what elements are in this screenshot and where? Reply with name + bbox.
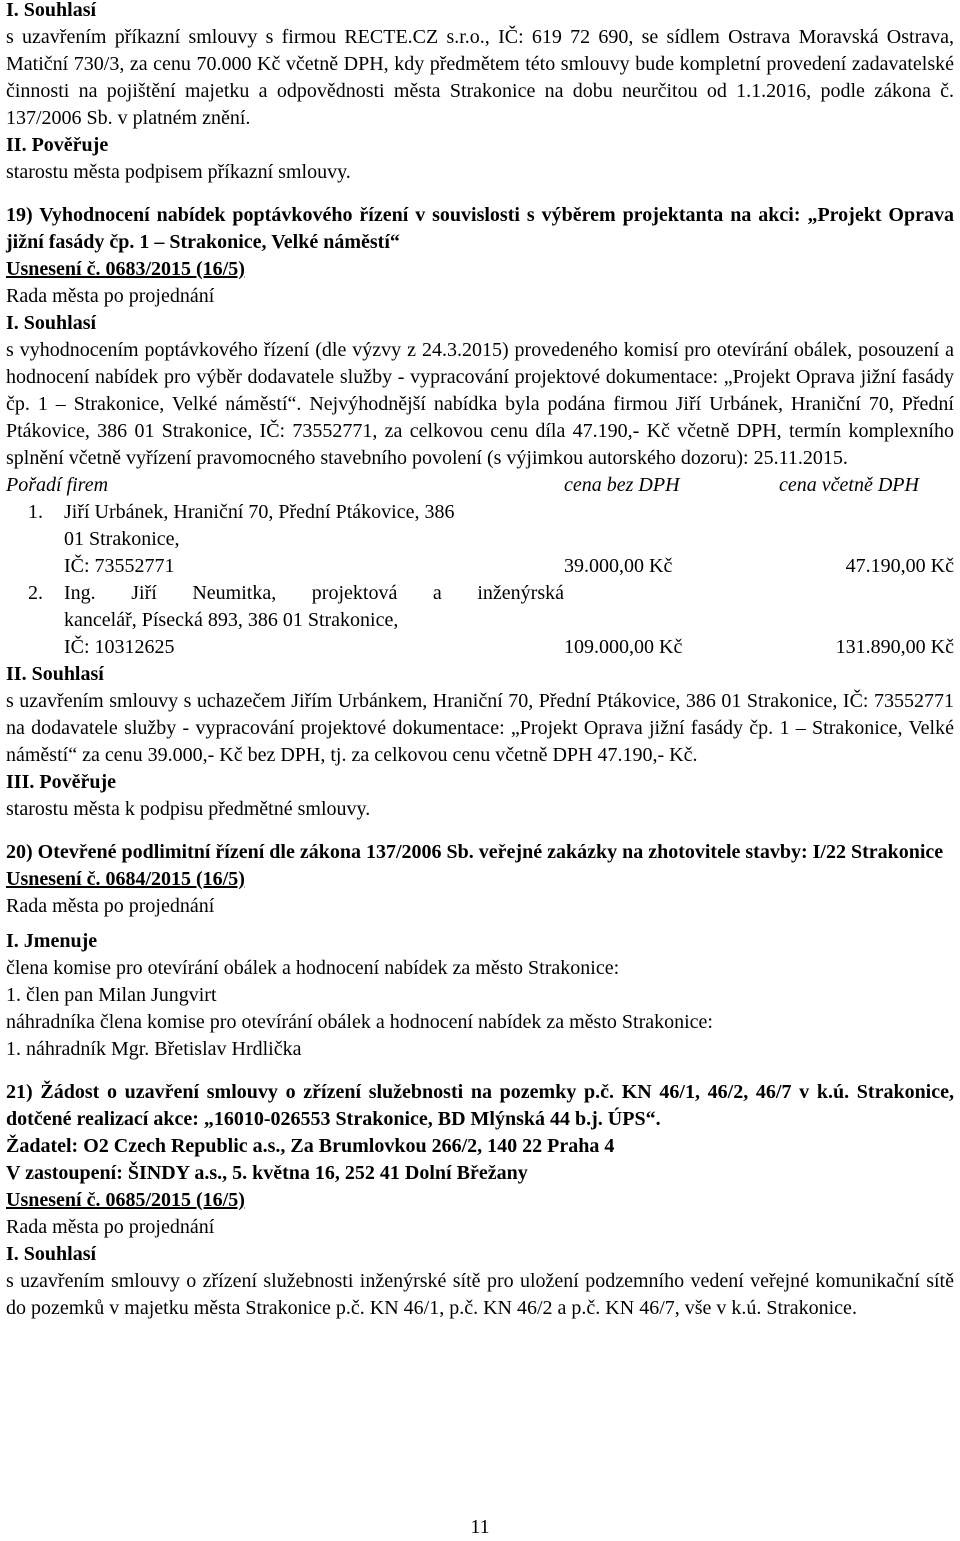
section-21-representative: V zastoupení: ŠINDY a.s., 5. května 16, 252 41 Dolní Břežany — [6, 1162, 528, 1184]
firm-name-line: 01 Strakonice, — [64, 528, 180, 550]
section-20-text-2: 1. člen pan Milan Jungvirt — [6, 984, 217, 1006]
heading-souhlasi: I. Souhlasí — [6, 0, 97, 21]
firm-price-no-vat: 39.000,00 Kč — [564, 555, 673, 577]
section-20-text-4: 1. náhradník Mgr. Břetislav Hrdlička — [6, 1038, 302, 1060]
firm-name-line: kancelář, Písecká 893, 386 01 Strakonice, — [64, 609, 399, 631]
firm-name-line: Jiří Urbánek, Hraniční 70, Přední Ptákovice, 386 — [64, 501, 455, 523]
firm-row — [6, 499, 954, 580]
section-19-text-3: starostu města k podpisu předmětné smlouvy. — [6, 798, 371, 820]
section-19-heading-1: I. Souhlasí — [6, 312, 97, 334]
firm-price-vat: 47.190,00 Kč — [845, 555, 954, 577]
section-19-title: 19) Vyhodnocení nabídek poptávkového řízení v souvislosti s výběrem projektanta na akci: „Projekt Oprava jižní fasády čp. 1 – Strakonice, Velké náměstí“ — [6, 204, 954, 253]
header-price-vat: cena včetně DPH — [779, 474, 919, 496]
firm-name-line: Ing. Jiří Neumitka, projektová a inženýrská — [64, 582, 564, 604]
firm-number: 2. — [28, 582, 43, 604]
firm-table-header — [6, 472, 954, 499]
section-20-title: 20) Otevřené podlimitní řízení dle zákona 137/2006 Sb. veřejné zakázky na zhotovitele stavby: I/22 Strakonice — [6, 841, 944, 863]
section-21-council: Rada města po projednání — [6, 1216, 215, 1238]
section-21-title: 21) Žádost o uzavření smlouvy o zřízení služebnosti na pozemky p.č. KN 46/1, 46/2, 46/7 v k.ú. Strakonice, dotčené realizací akce: „16010-026553 Strakonice, BD Mlýnská 44 b.j. ÚPS“. — [6, 1081, 954, 1130]
section-21-heading-1: I. Souhlasí — [6, 1243, 97, 1265]
firm-price-vat: 131.890,00 Kč — [835, 636, 954, 658]
header-price-no-vat: cena bez DPH — [564, 474, 680, 496]
section-20-text-1: člena komise pro otevírání obálek a hodnocení nabídek za město Strakonice: — [6, 957, 620, 979]
section-19-resolution: Usnesení č. 0683/2015 (16/5) — [6, 258, 245, 280]
firm-price-no-vat: 109.000,00 Kč — [564, 636, 683, 658]
section-21-resolution: Usnesení č. 0685/2015 (16/5) — [6, 1189, 245, 1211]
section-20-council: Rada města po projednání — [6, 895, 215, 917]
section-20-heading-1: I. Jmenuje — [6, 930, 98, 952]
section-19-text-2: s uzavřením smlouvy s uchazečem Jiřím Urbánkem, Hraniční 70, Přední Ptákovice, 386 01 Strakonice, IČ: 73552771 na dodavatele služby - vypracování projektové dokumentace: „Projekt Oprava jižní fasády čp. 1 – Strakonice, Velké náměstí“ za cenu 39.000,- Kč bez DPH, tj. za celkovou cenu včetně DPH 47.190,- Kč. — [6, 690, 954, 766]
heading-poveruje: II. Pověřuje — [6, 134, 109, 156]
firm-number: 1. — [28, 501, 43, 523]
section-19-heading-3: III. Pověřuje — [6, 771, 116, 793]
firm-row — [6, 580, 954, 661]
header-order: Pořadí firem — [6, 474, 109, 496]
section-19-heading-2: II. Souhlasí — [6, 663, 104, 685]
section-19-council: Rada města po projednání — [6, 285, 215, 307]
section-19-text-1: s vyhodnocením poptávkového řízení (dle výzvy z 24.3.2015) provedeného komisí pro otevírání obálek, posouzení a hodnocení nabídek pro výběr dodavatele služby - vypracování projektové dokumentace: „Projekt Oprava jižní fasády čp. 1 – Strakonice, Velké náměstí“. Nejvýhodnější nabídka byla podána firmou Jiří Urbánek, Hraniční 70, Přední Ptákovice, 386 01 Strakonice, IČ: 73552771, za celkovou cenu díla 47.190,- Kč včetně DPH, termín komplexního splnění včetně vyřízení pravomocného stavebního povolení (s výjimkou autorského dozoru): 25.11.2015. — [6, 339, 954, 469]
firm-ico: IČ: 10312625 — [64, 636, 175, 658]
firm-ico: IČ: 73552771 — [64, 555, 175, 577]
section-21-applicant: Žadatel: O2 Czech Republic a.s., Za Brumlovkou 266/2, 140 22 Praha 4 — [6, 1135, 615, 1157]
section-20-text-3: náhradníka člena komise pro otevírání obálek a hodnocení nabídek za město Strakonice: — [6, 1011, 713, 1033]
paragraph-mayor: starostu města podpisem příkazní smlouvy. — [6, 161, 351, 183]
page-number: 11 — [470, 1516, 490, 1538]
section-21-text-1: s uzavřením smlouvy o zřízení služebnosti inženýrské sítě pro uložení podzemního vedení veřejné komunikační sítě do pozemků v majetku města Strakonice p.č. KN 46/1, p.č. KN 46/2 a p.č. KN 46/7, vše v k.ú. Strakonice. — [6, 1270, 954, 1319]
paragraph-contract: s uzavřením příkazní smlouvy s firmou RECTE.CZ s.r.o., IČ: 619 72 690, se sídlem Ostrava Moravská Ostrava, Matiční 730/3, za cenu 70.000 Kč včetně DPH, kdy předmětem této smlouvy bude kompletní provedení zadavatelské činnosti na pojištění majetku a odpovědnosti města Strakonice na dobu neurčitou od 1.1.2016, podle zákona č. 137/2006 Sb. v platném znění. — [6, 26, 954, 129]
document-page — [6, 0, 954, 1322]
section-20-resolution: Usnesení č. 0684/2015 (16/5) — [6, 868, 245, 890]
